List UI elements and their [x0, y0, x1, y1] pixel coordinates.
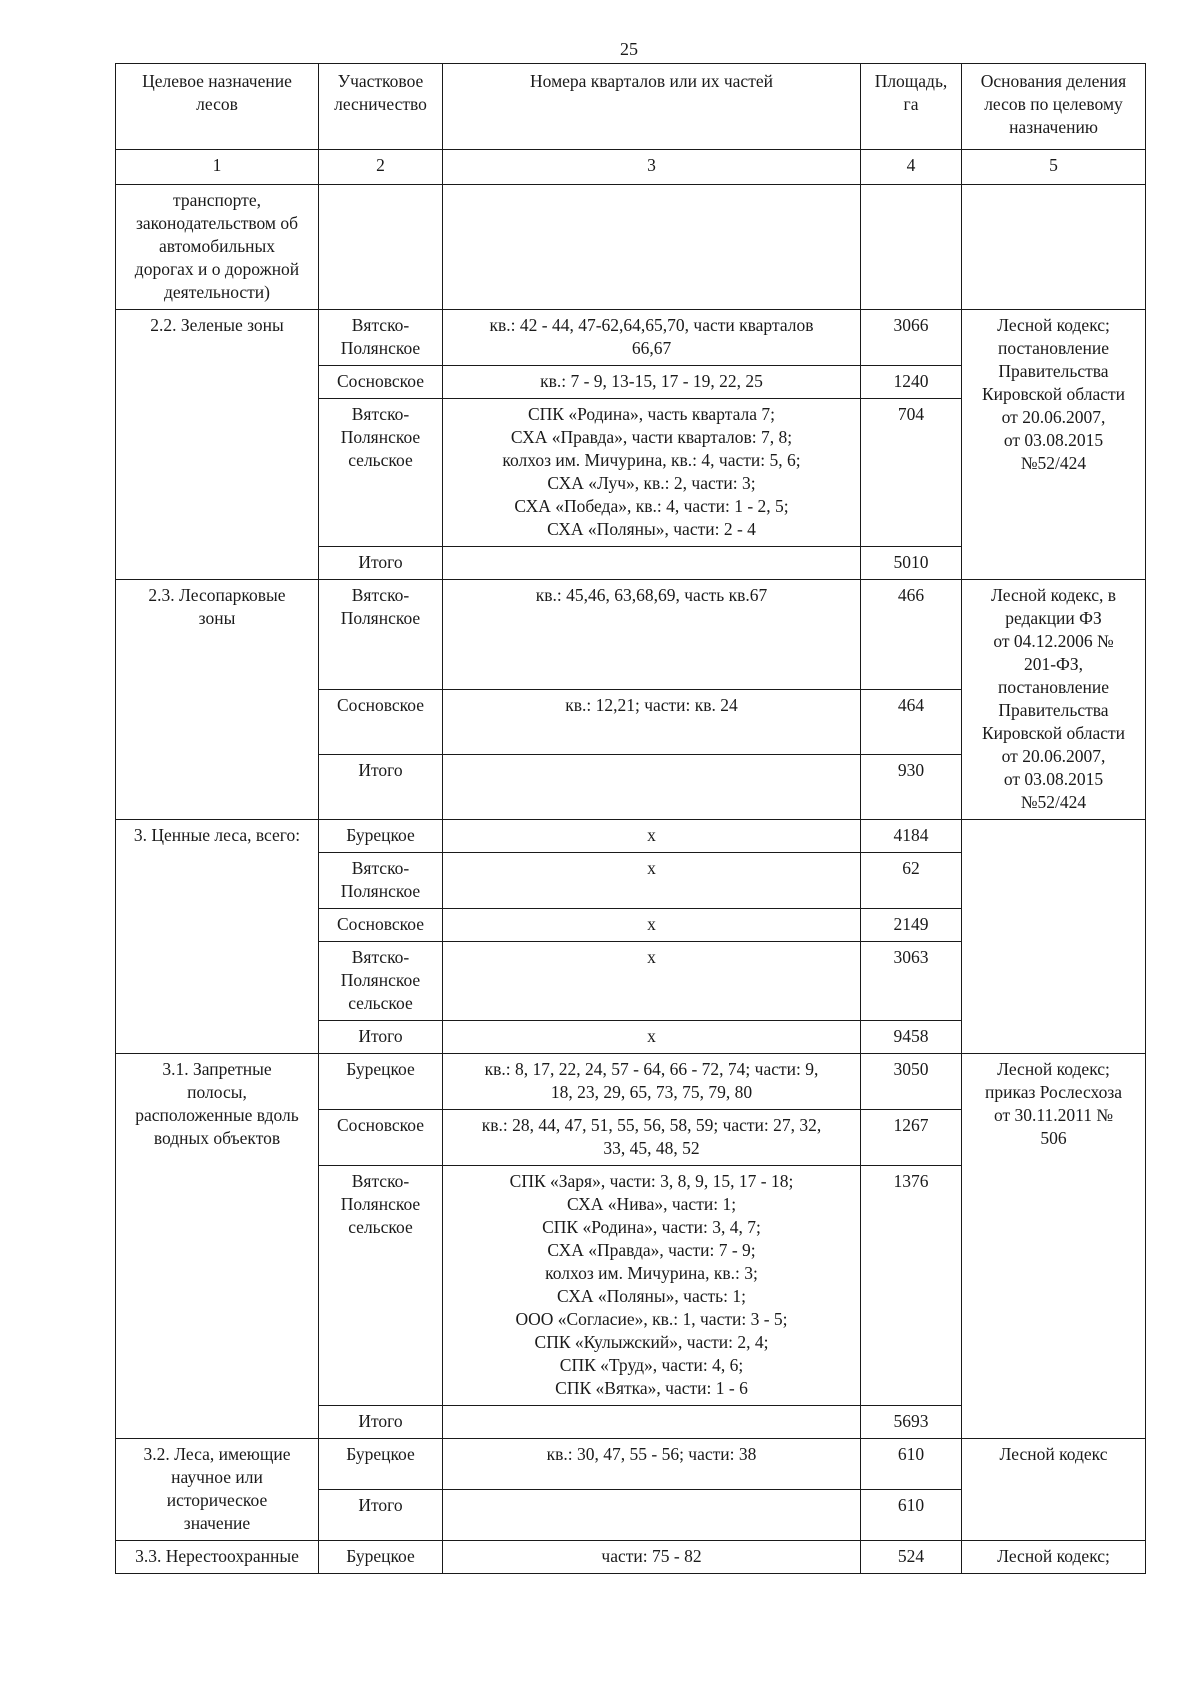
quarters-cell: кв.: 42 - 44, 47-62,64,65,70, части кварталов 66,67 — [443, 310, 861, 366]
quarters-cell: кв.: 12,21; части: кв. 24 — [443, 690, 861, 755]
quarters-cell: кв.: 8, 17, 22, 24, 57 - 64, 66 - 72, 74; части: 9, 18, 23, 29, 65, 73, 75, 79, 80 — [443, 1054, 861, 1110]
area-cell: 5693 — [861, 1406, 962, 1439]
table-header-row — [116, 64, 1146, 150]
area-cell: 3066 — [861, 310, 962, 366]
header-area: Площадь, га — [861, 64, 962, 150]
forestry-cell: Итого — [319, 1406, 443, 1439]
area-cell: 464 — [861, 690, 962, 755]
header-purpose: Целевое назначение лесов — [116, 64, 319, 150]
basis-cell: Лесной кодекс; постановление Правительства Кировской области от 20.06.2007, от 03.08.2015 №52/424 — [962, 310, 1146, 580]
quarters-cell: кв.: 30, 47, 55 - 56; части: 38 — [443, 1439, 861, 1490]
forestry-cell: Вятско- Полянское сельское — [319, 942, 443, 1021]
quarters-cell — [443, 1406, 861, 1439]
area-cell: 4184 — [861, 820, 962, 853]
column-number: 4 — [861, 150, 962, 185]
purpose-cell: 3.2. Леса, имеющие научное или историческое значение — [116, 1439, 319, 1541]
purpose-cell: 2.2. Зеленые зоны — [116, 310, 319, 580]
area-cell: 524 — [861, 1541, 962, 1574]
quarters-cell: х — [443, 1021, 861, 1054]
forestry-cell: Бурецкое — [319, 1541, 443, 1574]
quarters-cell — [443, 547, 861, 580]
area-cell: 704 — [861, 399, 962, 547]
table-row — [116, 580, 1146, 690]
area-cell: 610 — [861, 1490, 962, 1541]
quarters-cell: части: 75 - 82 — [443, 1541, 861, 1574]
area-cell: 5010 — [861, 547, 962, 580]
column-number: 3 — [443, 150, 861, 185]
basis-cell — [962, 820, 1146, 1054]
quarters-cell: х — [443, 942, 861, 1021]
forestry-cell: Бурецкое — [319, 820, 443, 853]
area-cell: 62 — [861, 853, 962, 909]
forestry-cell: Вятско- Полянское сельское — [319, 399, 443, 547]
quarters-cell — [443, 185, 861, 310]
forestry-cell: Бурецкое — [319, 1054, 443, 1110]
forestry-cell: Бурецкое — [319, 1439, 443, 1490]
forestry-cell: Вятско- Полянское — [319, 853, 443, 909]
table-row — [116, 820, 1146, 853]
purpose-cell: 2.3. Лесопарковые зоны — [116, 580, 319, 820]
area-cell — [861, 185, 962, 310]
purpose-cell: 3.1. Запретные полосы, расположенные вдоль водных объектов — [116, 1054, 319, 1439]
forestry-cell: Сосновское — [319, 1110, 443, 1166]
page-number: 25 — [620, 39, 638, 59]
forestry-cell: Сосновское — [319, 909, 443, 942]
area-cell: 9458 — [861, 1021, 962, 1054]
purpose-cell: транспорте, законодательством об автомобильных дорогах и о дорожной деятельности) — [116, 185, 319, 310]
forestry-cell: Вятско- Полянское — [319, 580, 443, 690]
basis-cell: Лесной кодекс — [962, 1439, 1146, 1541]
forestry-cell: Вятско- Полянское — [319, 310, 443, 366]
forestry-cell: Итого — [319, 755, 443, 820]
quarters-cell: кв.: 7 - 9, 13-15, 17 - 19, 22, 25 — [443, 366, 861, 399]
column-number: 5 — [962, 150, 1146, 185]
forestry-cell: Итого — [319, 547, 443, 580]
table-row — [116, 1439, 1146, 1490]
area-cell: 3050 — [861, 1054, 962, 1110]
quarters-cell: х — [443, 909, 861, 942]
forestry-cell: Итого — [319, 1490, 443, 1541]
area-cell: 1376 — [861, 1166, 962, 1406]
forestry-cell: Сосновское — [319, 366, 443, 399]
quarters-cell: кв.: 28, 44, 47, 51, 55, 56, 58, 59; части: 27, 32, 33, 45, 48, 52 — [443, 1110, 861, 1166]
header-forestry: Участковое лесничество — [319, 64, 443, 150]
area-cell: 3063 — [861, 942, 962, 1021]
area-cell: 1267 — [861, 1110, 962, 1166]
table-row — [116, 310, 1146, 366]
area-cell: 2149 — [861, 909, 962, 942]
forestry-cell: Вятско- Полянское сельское — [319, 1166, 443, 1406]
header-quarters: Номера кварталов или их частей — [443, 64, 861, 150]
column-number: 2 — [319, 150, 443, 185]
quarters-cell — [443, 1490, 861, 1541]
basis-cell: Лесной кодекс, в редакции ФЗ от 04.12.2006 № 201-ФЗ, постановление Правительства Кировской области от 20.06.2007, от 03.08.2015 №52/424 — [962, 580, 1146, 820]
quarters-cell: СПК «Заря», части: 3, 8, 9, 15, 17 - 18; СХА «Нива», части: 1; СПК «Родина», части: 3, 4, 7; СХА «Правда», части: 7 - 9; колхоз им. Мичурина, кв.: 3; СХА «Поляны», часть: 1; ООО «Согласие», кв.: 1, части: 3 - 5; СПК «Кулыжский», части: 2, 4; СПК «Труд», части: 4, 6; СПК «Вятка», части: 1 - 6 — [443, 1166, 861, 1406]
quarters-cell — [443, 755, 861, 820]
area-cell: 610 — [861, 1439, 962, 1490]
basis-cell — [962, 185, 1146, 310]
basis-cell: Лесной кодекс; приказ Рослесхоза от 30.11.2011 № 506 — [962, 1054, 1146, 1439]
area-cell: 930 — [861, 755, 962, 820]
quarters-cell: кв.: 45,46, 63,68,69, часть кв.67 — [443, 580, 861, 690]
basis-cell: Лесной кодекс; — [962, 1541, 1146, 1574]
quarters-cell: х — [443, 853, 861, 909]
forestry-cell: Сосновское — [319, 690, 443, 755]
table-row — [116, 1541, 1146, 1574]
purpose-cell: 3. Ценные леса, всего: — [116, 820, 319, 1054]
header-basis: Основания деления лесов по целевому назначению — [962, 64, 1146, 150]
forestry-cell — [319, 185, 443, 310]
forestry-cell: Итого — [319, 1021, 443, 1054]
purpose-cell: 3.3. Нерестоохранные — [116, 1541, 319, 1574]
table-row — [116, 1054, 1146, 1110]
area-cell: 466 — [861, 580, 962, 690]
column-number: 1 — [116, 150, 319, 185]
quarters-cell: х — [443, 820, 861, 853]
quarters-cell: СПК «Родина», часть квартала 7; СХА «Правда», части кварталов: 7, 8; колхоз им. Мичурина, кв.: 4, части: 5, 6; СХА «Луч», кв.: 2, части: 3; СХА «Победа», кв.: 4, части: 1 - 2, 5; СХА «Поляны», части: 2 - 4 — [443, 399, 861, 547]
column-number-row — [116, 150, 1146, 185]
forest-purpose-table — [115, 63, 1146, 1574]
area-cell: 1240 — [861, 366, 962, 399]
table-row — [116, 185, 1146, 310]
